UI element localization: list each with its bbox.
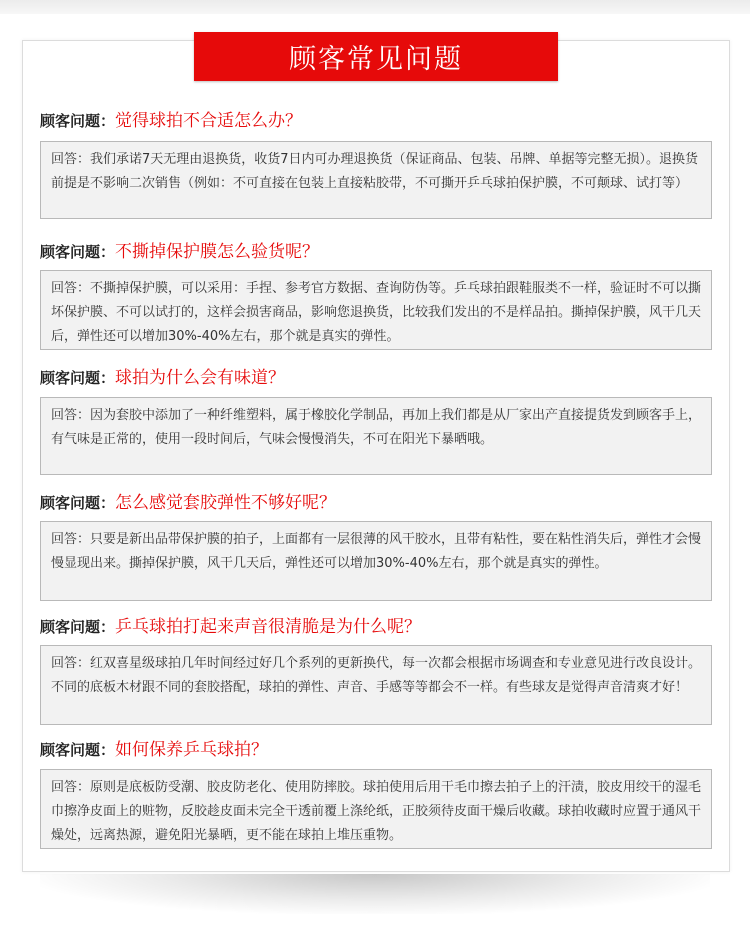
question-prefix: 顾客问题： [40, 741, 116, 759]
question-text: 觉得球拍不合适怎么办？ [115, 111, 303, 131]
card-bottom-shadow [40, 874, 710, 914]
question-prefix: 顾客问题： [40, 494, 116, 512]
question-prefix: 顾客问题： [40, 112, 116, 130]
faq-answer-3: 回答：因为套胶中添加了一种纤维塑料，属于橡胶化学制品，再加上我们都是从厂家出产直接提货发到顾客手上，有气味是正常的，使用一段时间后，气味会慢慢消失，不可在阳光下暴晒哦。 [40, 397, 712, 475]
faq-answer-4: 回答：只要是新出品带保护膜的拍子，上面都有一层很薄的风干胶水，且带有粘性，要在粘性消失后，弹性才会慢慢显现出来。撕掉保护膜，风干几天后，弹性还可以增加30%-40%左右，那个就是真实的弹性。 [40, 521, 712, 601]
question-text: 球拍为什么会有味道？ [115, 368, 286, 388]
faq-question-1 [40, 109, 302, 133]
faq-question-3 [40, 366, 285, 390]
top-background-strip [0, 0, 750, 14]
question-text: 怎么感觉套胶弹性不够好呢？ [115, 493, 337, 513]
faq-question-2 [40, 240, 319, 264]
faq-answer-1: 回答：我们承诺7天无理由退换货，收货7日内可办理退换货（保证商品、包装、吊牌、单据等完整无损）。退换货前提是不影响二次销售（例如：不可直接在包装上直接粘胶带，不可撕开乒乓球拍保护膜，不可颠球、试打等） [40, 141, 712, 219]
question-prefix: 顾客问题： [40, 369, 116, 387]
question-prefix: 顾客问题： [40, 243, 116, 261]
page-title: 顾客常见问题 [194, 32, 558, 81]
faq-answer-2: 回答：不撕掉保护膜，可以采用：手捏、参考官方数据、查询防伪等。乒乓球拍跟鞋服类不一样，验证时不可以撕坏保护膜、不可以试打的，这样会损害商品，影响您退换货，比较我们发出的不是样品拍。撕掉保护膜，风干几天后，弹性还可以增加30%-40%左右，那个就是真实的弹性。 [40, 270, 712, 350]
question-prefix: 顾客问题： [40, 618, 116, 636]
question-text: 如何保养乒乓球拍？ [115, 740, 269, 760]
faq-question-4 [40, 491, 336, 515]
faq-answer-5: 回答：红双喜星级球拍几年时间经过好几个系列的更新换代，每一次都会根据市场调查和专业意见进行改良设计。不同的底板木材跟不同的套胶搭配，球拍的弹性、声音、手感等等都会不一样。有些球友是觉得声音清爽才好！ [40, 645, 712, 725]
faq-question-6 [40, 738, 268, 762]
faq-question-5 [40, 615, 421, 639]
question-text: 乒乓球拍打起来声音很清脆是为什么呢？ [115, 617, 422, 637]
question-text: 不撕掉保护膜怎么验货呢？ [115, 242, 320, 262]
faq-answer-6: 回答：原则是底板防受潮、胶皮防老化、使用防摔胶。球拍使用后用干毛巾擦去拍子上的汗渍，胶皮用绞干的湿毛巾擦净皮面上的赃物，反胶趁皮面未完全干透前覆上涤纶纸，正胶须待皮面干燥后收藏。球拍收藏时应置于通风干燥处，远离热源，避免阳光暴晒，更不能在球拍上堆压重物。 [40, 769, 712, 849]
